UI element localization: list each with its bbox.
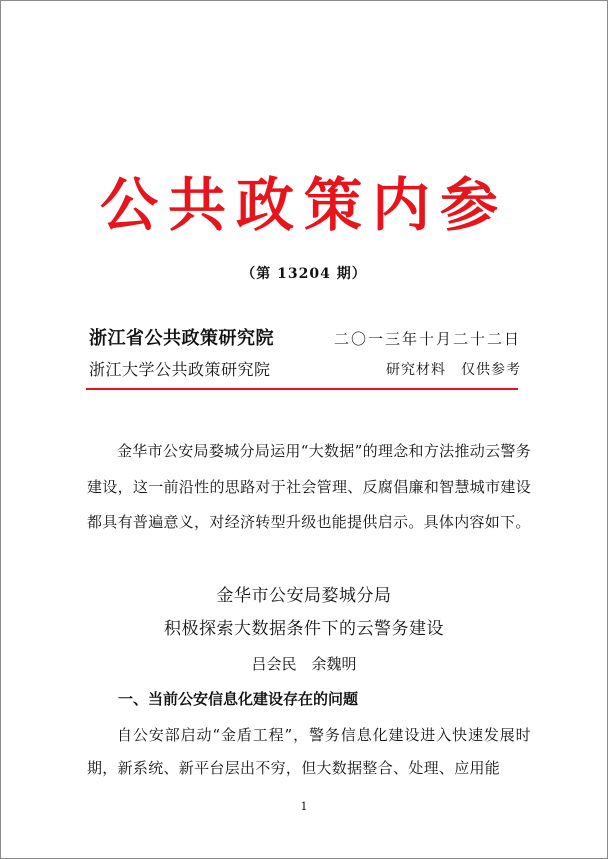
publisher-primary: 浙江省公共政策研究院 — [89, 328, 274, 349]
masthead-title: 公共政策内参 — [99, 171, 508, 239]
body-paragraph: 自公安部启动“金盾工程”，警务信息化建设进入快速发展时期，新系统、新平台层出不穷，但大数据整合、处理、应用能 — [87, 726, 531, 777]
publisher-secondary: 浙江大学公共政策研究院 — [89, 360, 271, 379]
issue-number: （第 13204 期） — [241, 266, 367, 282]
article-title-line2: 积极探索大数据条件下的云警务建设 — [164, 619, 444, 639]
section-heading: 一、当前公安信息化建设存在的问题 — [118, 690, 359, 708]
article-authors: 吕会民 余魏明 — [251, 655, 357, 673]
page-number: 1 — [300, 800, 308, 813]
article-title-line1: 金华市公安局婺城分局 — [216, 586, 392, 606]
publication-date: 二〇一三年十月二十二日 — [333, 330, 521, 348]
red-divider — [86, 388, 518, 390]
intro-paragraph: 金华市公安局婺城分局运用“大数据”的理念和方法推动云警务建设，这一前沿性的思路对于社会管理、反腐倡廉和智慧城市建设都具有普遍意义，对经济转型升级也能提供启示。具体内容如下。 — [87, 442, 531, 531]
reference-note: 研究材料 仅供参考 — [386, 362, 521, 378]
